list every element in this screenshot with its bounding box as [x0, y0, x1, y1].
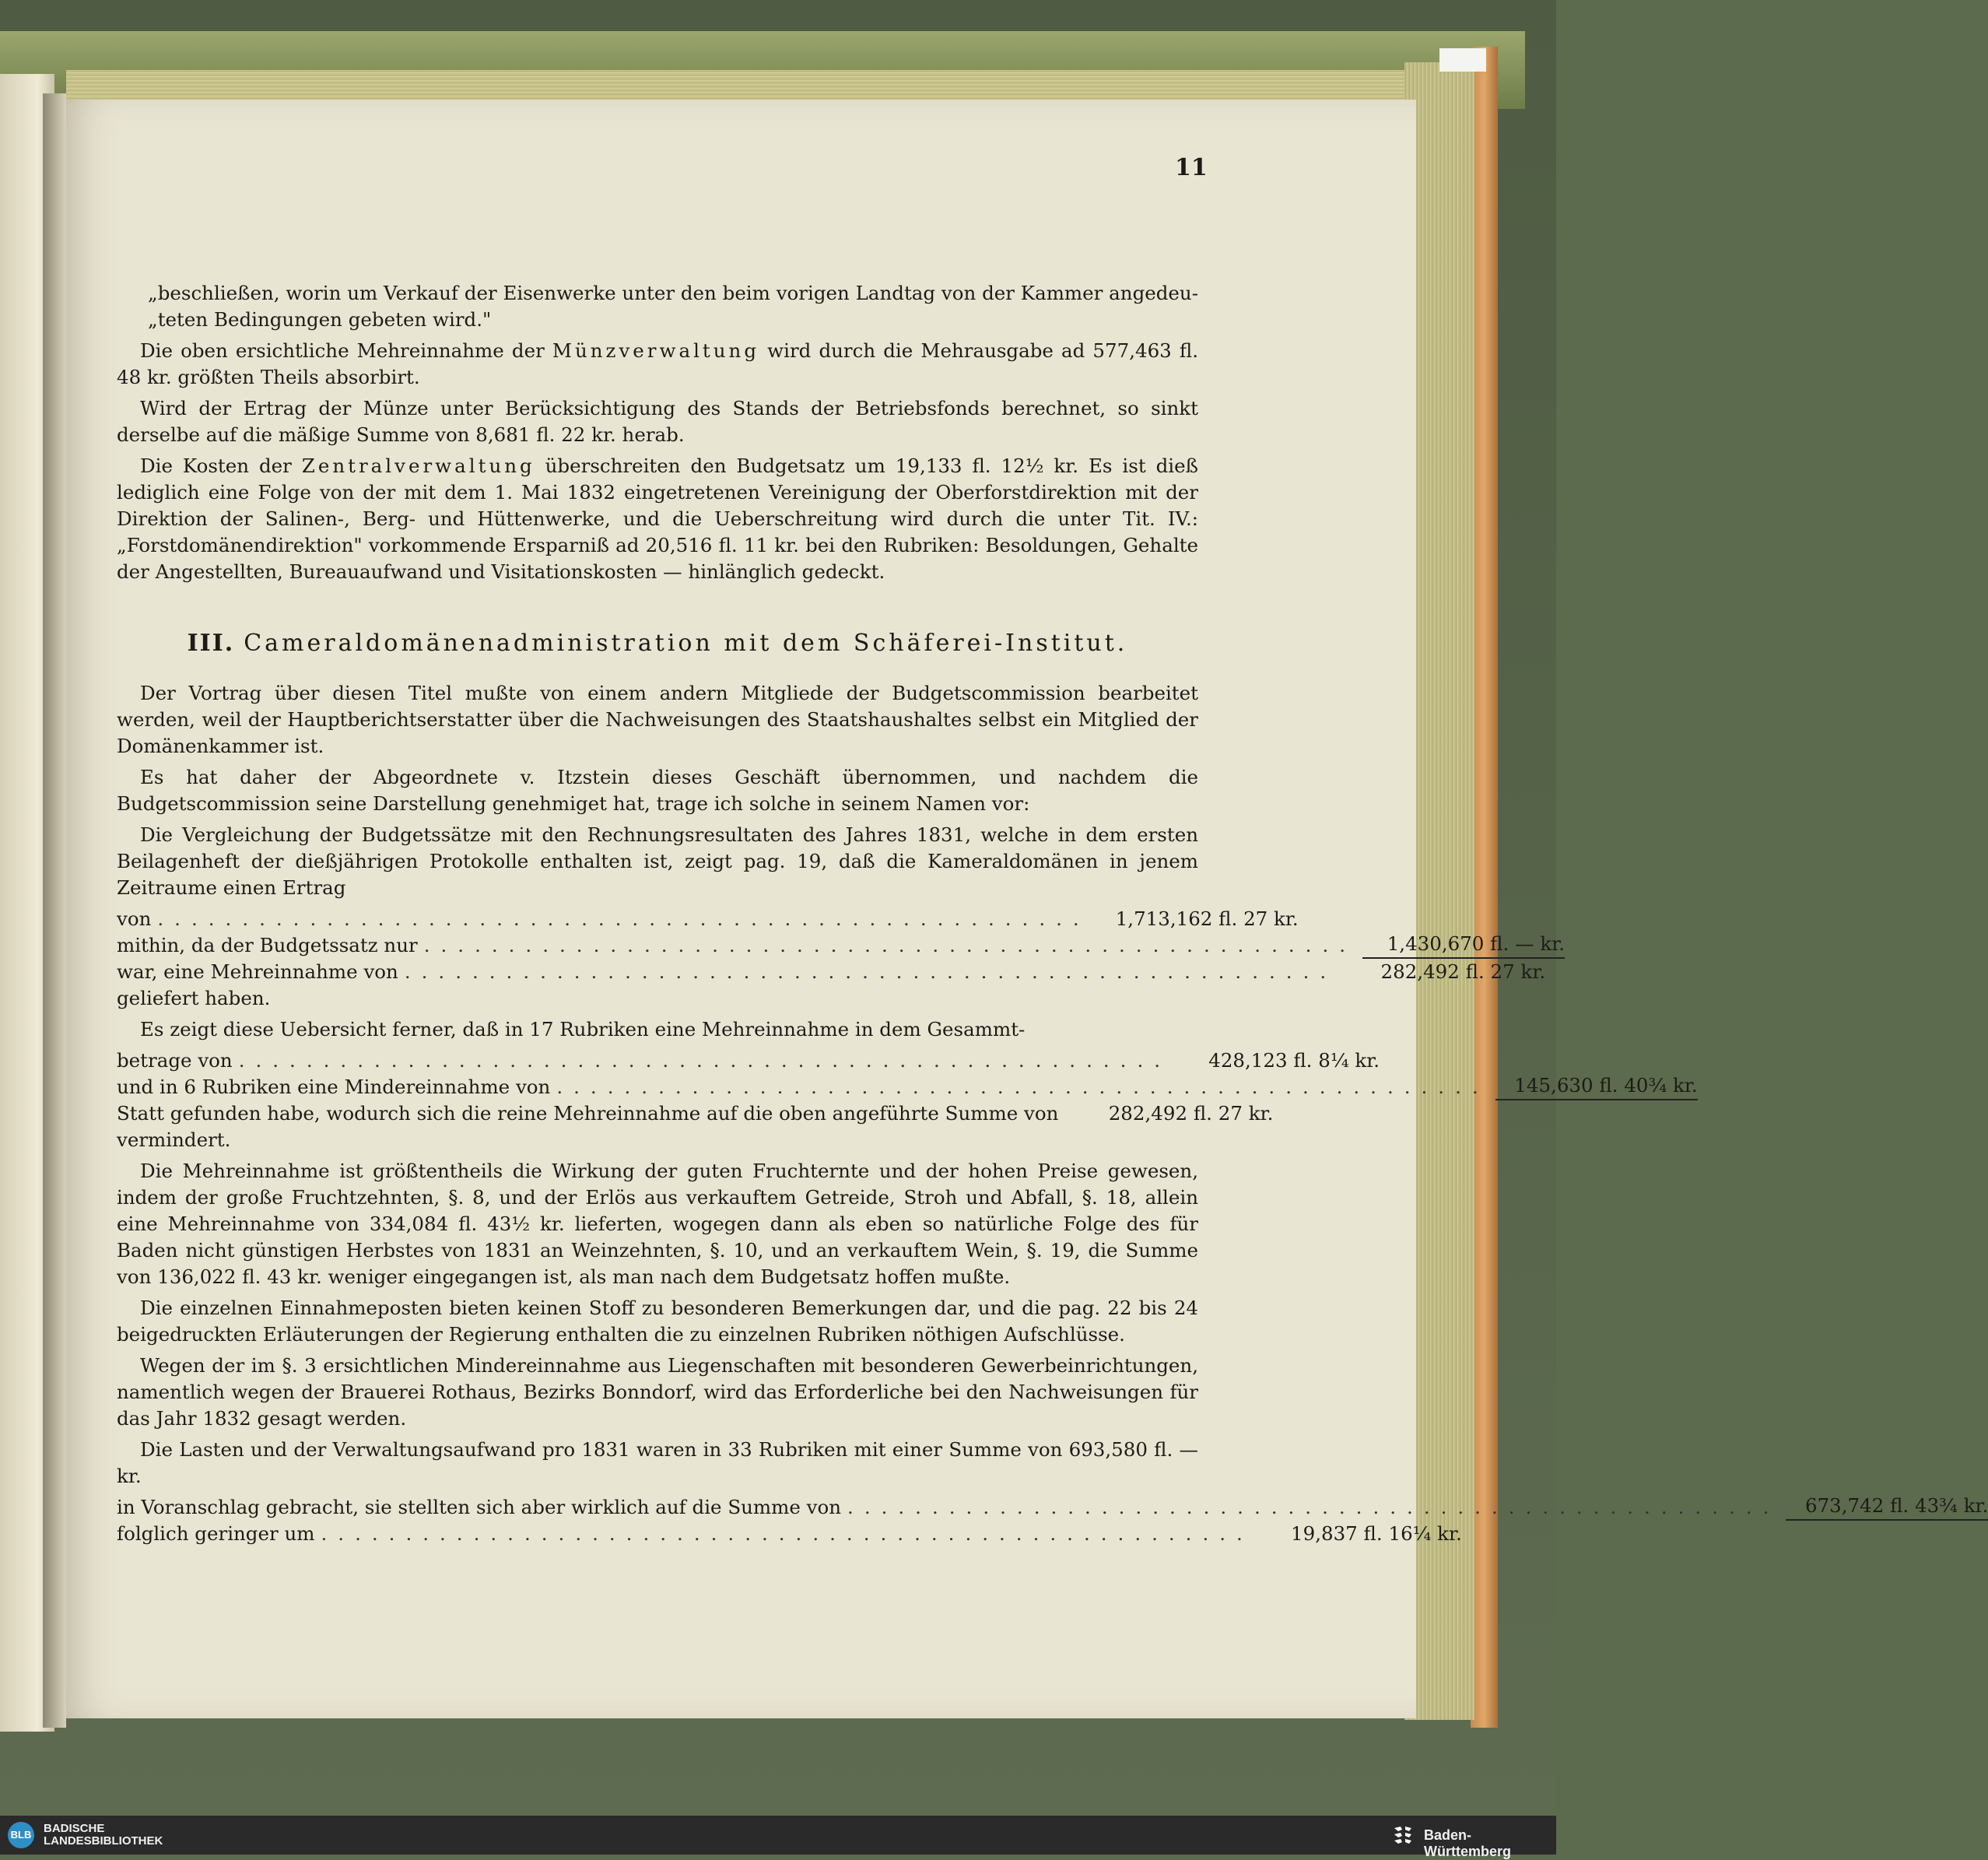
emphasis: Münzverwaltung [552, 339, 760, 362]
ledger-row: und in 6 Rubriken eine Mindereinnahme von ....................................................... 145,630 fl. 40¾ kr. [117, 1074, 1198, 1100]
paragraph: Es zeigt diese Uebersicht ferner, daß in 17 Rubriken eine Mehreinnahme in dem Gesammt- [140, 1018, 1026, 1041]
leader-dots: ....................................................... [404, 960, 1338, 983]
ledger-row: in Voranschlag gebracht, sie stellten sich aber wirklich auf die Summe von ....................................................... 673,742 fl. 43¾ kr. [117, 1494, 1198, 1521]
ledger-row: folglich geringer um ....................................................... 19,837 fl. 16¼ kr. [117, 1521, 1198, 1547]
section-heading [117, 630, 1198, 657]
ledger-amount: 282,492 fl. 27 kr. [1380, 960, 1546, 983]
ledger-amount: 1,713,162 fl. 27 kr. [1115, 907, 1299, 930]
paragraph: Die einzelnen Einnahmeposten bieten keinen Stoff zu besonderen Bemerkungen dar, und die pag. 22 bis 24 beigedruckten Erläuterungen der Regierung enthalten die zu einzelnen Rubriken nöthigen Aufschlüsse. [117, 1297, 1198, 1346]
paragraph: Es hat daher der Abgeordnete v. Itzstein dieses Geschäft übernommen, und nachdem die Budgetscommission seine Darstellung genehmiget hat, trage ich solche in seinem Namen vor: [117, 766, 1198, 815]
ledger-amount: 1,430,670 fl. — kr. [1362, 931, 1565, 959]
blb-logo: BLB [8, 1822, 34, 1848]
ledger-amount: 19,837 fl. 16¼ kr. [1291, 1522, 1462, 1545]
ledger-amount: 673,742 fl. 43¾ kr. [1786, 1493, 1988, 1521]
leader-dots: ....................................................... [556, 1076, 1489, 1098]
book-spine-edge [1471, 47, 1498, 1728]
viewer-footer [0, 1816, 1556, 1859]
ledger-row: von ....................................................... 1,713,162 fl. 27 kr. [117, 906, 1198, 932]
book-gutter [43, 93, 66, 1728]
ledger-row: Statt gefunden habe, wodurch sich die reine Mehreinnahme auf die oben angeführte Summe von 282,492 fl. 27 kr. [117, 1100, 1198, 1127]
paragraph: Die Mehreinnahme ist größtentheils die Wirkung der guten Fruchternte und der hohen Preise gewesen, indem der große Fruchtzehnten, §. 8, und der Erlös aus verkauftem Getreide, Stroh und Abfall, §. 18, allein eine Mehreinnahme von 334,084 fl. 43½ kr. lieferten, wogegen dann als eben so natürliche Folge des für Baden nicht günstigen Herbstes von 1831 an Weinzehnten, §. 10, und an verkauftem Wein, §. 19, die Summe von 136,022 fl. 43 kr. weniger eingegangen ist, als man nach dem Budgetsatz hoffen mußte. [117, 1160, 1198, 1288]
leader-dots: ....................................................... [157, 907, 1090, 930]
paper-clip [1439, 48, 1486, 72]
paragraph: Der Vortrag über diesen Titel mußte von einem andern Mitgliede der Budgetscommission bearbeitet werden, weil der Hauptberichtserstatter über die Nachweisungen des Staatshaushaltes selbst ein Mitglied der Domänenkammer ist. [117, 682, 1198, 757]
leader-dots: ....................................................... [321, 1522, 1253, 1545]
leader-dots: ....................................................... [847, 1496, 1780, 1518]
paragraph-tail: geliefert haben. [117, 987, 271, 1009]
paragraph: Die oben ersichtliche Mehreinnahme der Münzverwaltung wird durch die Mehrausgabe ad 577,463 fl. 48 kr. größten Theils absorbirt. [117, 339, 1198, 388]
bw-lions-icon [1391, 1823, 1416, 1847]
paragraph-tail: vermindert. [117, 1128, 231, 1151]
paragraph: Wird der Ertrag der Münze unter Berücksichtigung des Stands der Betriebsfonds berechnet, so sinkt derselbe auf die mäßige Summe von 8,681 fl. 22 kr. herab. [117, 397, 1198, 446]
page-number: 11 [1175, 154, 1208, 181]
emphasis: Zentralverwaltung [301, 454, 535, 477]
paragraph: Wegen der im §. 3 ersichtlichen Mindereinnahme aus Liegenschaften mit besonderen Gewerbeinrichtungen, namentlich wegen der Brauerei Rothaus, Bezirks Bonndorf, wird das Erforderliche bei den Nachweisungen für das Jahr 1832 gesagt werden. [117, 1354, 1198, 1430]
paragraph: Die Vergleichung der Budgetssätze mit den Rechnungsresultaten des Jahres 1831, welche in dem ersten Beilagenheft der dießjährigen Protokolle enthalten ist, zeigt pag. 19, daß die Kameraldomänen in jenem Zeitraume einen Ertrag [117, 823, 1198, 899]
leader-dots: ....................................................... [423, 934, 1357, 956]
paragraph: Die Kosten der Zentralverwaltung überschreiten den Budgetsatz um 19,133 fl. 12½ kr. Es ist dieß lediglich eine Folge von der mit dem 1. Mai 1832 eingetretenen Vereinigung der Oberforstdirektion mit der Direktion der Salinen-, Berg- und Hüttenwerke, und die Ueberschreitung wird durch die unter Tit. IV.: „Forstdomänendirektion" vorkommende Ersparniß ad 20,516 fl. 11 kr. bei den Rubriken: Besoldungen, Gehalte der Angestellten, Bureauaufwand und Visitationskosten — hinlänglich gedeckt. [117, 454, 1199, 583]
leader-dots: ....................................................... [238, 1049, 1172, 1072]
bw-label: Baden-Württemberg [1424, 1827, 1511, 1859]
ledger-row: mithin, da der Budgetssatz nur ....................................................... 1,430,670 fl. — kr. [117, 932, 1198, 959]
ledger-row: betrage von ....................................................... 428,123 fl. 8¼ kr. [117, 1048, 1198, 1074]
page-text [117, 280, 1988, 1547]
ledger-amount: 428,123 fl. 8¼ kr. [1208, 1049, 1380, 1072]
paragraph-quote: „beschließen, worin um Verkauf der Eisenwerke unter den beim vorigen Landtag von der Kammer angedeu-„teten Bedingungen gebeten wird." [148, 282, 1198, 331]
paragraph: Die Lasten und der Verwaltungsaufwand pro 1831 waren in 33 Rubriken mit einer Summe von 693,580 fl. — kr. [117, 1438, 1198, 1487]
blb-name: BADISCHE LANDESBIBLIOTHEK [44, 1822, 163, 1848]
ledger-amount: 145,630 fl. 40¾ kr. [1495, 1072, 1698, 1100]
ledger-amount: 282,492 fl. 27 kr. [1108, 1102, 1274, 1125]
ledger-row: war, eine Mehreinnahme von ....................................................... 282,492 fl. 27 kr. [117, 959, 1198, 985]
section-number: III. [187, 630, 235, 657]
section-title: Cameraldomänenadministration mit dem Schäferei-Institut. [244, 630, 1128, 657]
